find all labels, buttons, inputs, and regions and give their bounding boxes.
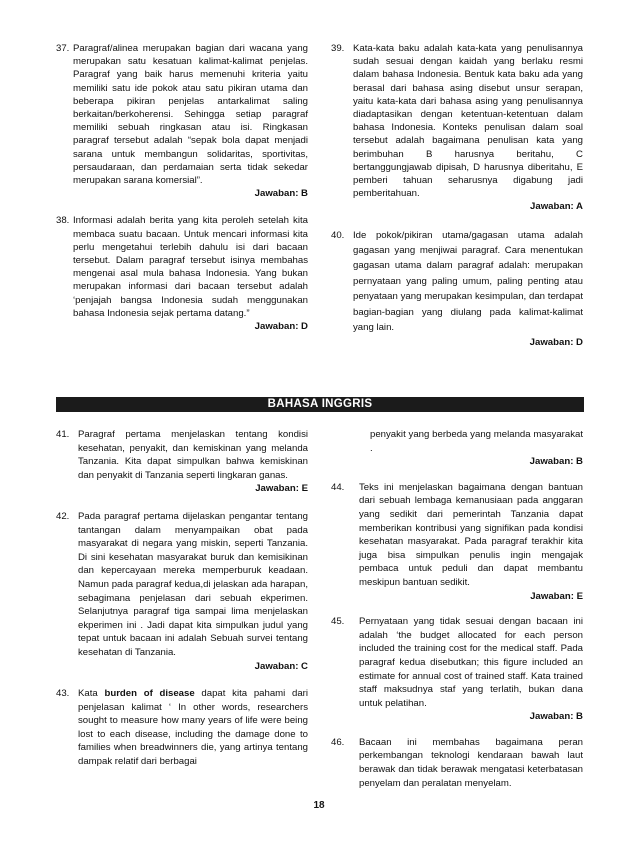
answer-key: Jawaban: B	[254, 188, 308, 200]
section-title: BAHASA INGGRIS	[56, 397, 584, 412]
answer-key: Jawaban: E	[255, 483, 308, 495]
key-term: burden of disease	[104, 688, 195, 700]
answer-key: Jawaban: B	[529, 456, 583, 468]
bottom-left-column	[56, 428, 308, 779]
answer-item-45	[331, 615, 583, 724]
item-number: 38.	[56, 215, 70, 227]
answer-item-43	[56, 687, 308, 769]
item-number: 42.	[56, 510, 70, 522]
answer-item-42	[56, 510, 308, 673]
answer-item-37	[56, 42, 308, 200]
answer-item-44	[331, 481, 583, 603]
item-number: 45.	[331, 616, 345, 628]
item-number: 44.	[331, 481, 345, 493]
explanation-text	[78, 687, 308, 769]
explanation-text: Paragraf/alinea merupakan bagian dari wacana yang merupakan satu kesatuan kalimat-kalimat penjelas. Paragraf yang baik harus memenuhi kriteria yaitu memiliki satu ide pokok atau satu pikiran utama dan beberapa pikiran penjelas antarkalimat saling berkaitan/berkoherensi. Sehingga setiap paragraf memiliki sebuah ringkasan atau isi. Ringkasan paragraf tersebut adalah “sepak bola dapat menjadi sarana untuk membangun solidaritas, sportivitas, persaudaraan, dan perdamaian serta tidak sekedar merupakan sarana komersial”.	[73, 43, 308, 187]
page-number: 18	[313, 800, 325, 811]
item-number: 37.	[56, 43, 70, 54]
explanation-text: penyakit yang berbeda yang melanda masyarakat .	[370, 429, 583, 454]
text-continuation: dapat kita pahami dari penjelasan kalimat ‘ In other words, researchers sought to measure how many years of life were being lost to each disease, including the damage done to families when breadwinners die, yang artinya tentang dampak relatif dari berbagai	[78, 688, 309, 768]
answer-item-40	[331, 228, 583, 351]
top-right-column	[331, 42, 583, 361]
answer-item-43-continuation	[331, 428, 583, 469]
explanation-text: Pada paragraf pertama dijelaskan pengantar tentang tantangan dalam menyampaikan obat pada masyarakat di negara yang miskin, seperti Tanzania. Di sini kesehatan masyarakat buruk dan kemisikinan dan kepercayaan mereka memperburuk keadaan. Namun pada paragraf kedua,di jelaskan ada harapan, sebagimana penjelasan dari sebuah ekperimen. Selanjutnya paragraf tiga sampai lima menjelaskan ekperimen ini . Jadi dapat kita simpulkan judul yang tepat untuk bacaan ini adalah Sebuah survei tentang kesehatan di Tanzania.	[78, 510, 308, 658]
answer-item-39	[331, 42, 583, 214]
answer-key: Jawaban: E	[530, 590, 583, 602]
explanation-text: Paragraf pertama menjelaskan tentang kondisi kesehatan, penyakit, dan kemiskinan yang melanda Tanzania. Kita dapat simpulkan bahwa kemiskinan dan penyakit di Tanzania seperti lingkaran ganas.	[78, 429, 308, 481]
item-number: 41.	[56, 429, 70, 440]
explanation-text: Kata-kata baku adalah kata-kata yang penulisannya sudah sesuai dengan kaidah yang berlaku resmi dalam bahasa Indonesia. Bentuk kata baku ada yang berasal dari bahasa asing disebut unsur serapan, yaitu kata-kata dari bahasa asing yang penulisannya diadaptasikan dengan ketentuan-ketentuan dalam bahasa Indonesia. Konteks penulisan dalam soal tersebut adalah bagaimana penulisan kata yang berimbuhan B harusnya beritahu, C bertanggungjawab dipisah, D harusnya diberitahu, E pemberi tahuan seharusnya digabung jadi pemberitahuan.	[353, 43, 583, 200]
explanation-text: Informasi adalah berita yang kita peroleh setelah kita membaca suatu bacaan. Untuk mencari informasi kita perlu mengetahui terlebih dahulu isi dari bacaan tersebut. Dalam paragraf tersebut isinya membahas mengenai asal mula bahasa Indonesia. Yang bukan merupakan informasi dari bacaan tersebut adalah ‘penjajah bangsa Indonesia sudah menggunakan bahasa Indonesia sejak pertama datang.”	[73, 215, 308, 319]
top-left-column	[56, 42, 308, 343]
answer-key: Jawaban: B	[529, 711, 583, 723]
explanation-text: Bacaan ini membahas bagaimana peran perkembangan teknologi kendaraan bawah laut berawak dan tidak berawak mengatasi keterbatasan penyelam dan peralatan menyelam.	[359, 736, 583, 789]
text-lead: Kata	[78, 688, 105, 700]
item-number: 40.	[331, 229, 345, 241]
item-number: 39.	[331, 43, 345, 54]
item-number: 46.	[331, 736, 345, 748]
explanation-text: Teks ini menjelaskan bagaimana dengan bantuan dari sebuah lembaga kemanusiaan pada anggaran yang sedikit dari pemerintah Tanzania dapat memberikan kontribusi yang signifikan pada kondisi kesehatan masyarakat. Pada paragraf terakhir kita juga bisa simpulkan penulis ingin mengajak pembaca untuk peduli dan dapat membantu meskipun bantuan sedikit.	[359, 481, 583, 588]
explanation-text: Ide pokok/pikiran utama/gagasan utama adalah gagasan yang menjiwai paragraf. Cara menentukan gagasan utama dalam paragraf adalah: merupakan pernyataan yang paling umum, paling penting atau penyataan yang merupakan kesimpulan, dan terdapat bagian-bagian yang diulang pada kalimat-kalimat yang lain.	[353, 229, 583, 334]
answer-item-46	[331, 736, 583, 790]
answer-key: Jawaban: D	[254, 321, 308, 333]
item-number: 43.	[56, 688, 70, 700]
answer-item-38	[56, 214, 308, 333]
explanation-text: Pernyataan yang tidak sesuai dengan bacaan ini adalah ‘the budget allocated for each person included the training cost for the medical staff. Pada paragraf kedua disebutkan; this figure included an estimate for annual cost of trained staff. Kata trained staff maksudnya staf yang terlatih, bukan dana untuk pelatihan.	[359, 616, 583, 709]
answer-key: Jawaban: D	[529, 337, 583, 349]
bottom-right-column	[331, 428, 583, 800]
answer-item-41	[56, 428, 308, 496]
answer-key: Jawaban: C	[254, 660, 308, 672]
answer-key: Jawaban: A	[530, 201, 583, 213]
